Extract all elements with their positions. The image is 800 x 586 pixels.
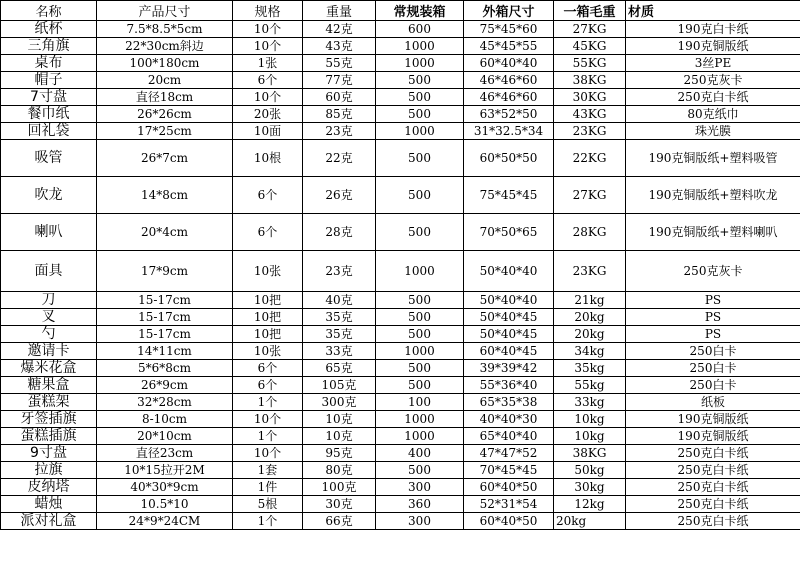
header-packing: 常规装箱 [376, 1, 464, 21]
cell-packing: 500 [376, 72, 464, 89]
cell-size: 直径18cm [97, 89, 233, 106]
cell-material: 250克白卡纸 [626, 89, 800, 106]
cell-spec: 6个 [233, 214, 303, 251]
table-row [1, 326, 800, 343]
cell-name: 吹龙 [1, 177, 97, 214]
cell-packing: 1000 [376, 123, 464, 140]
cell-weight: 300克 [303, 394, 376, 411]
cell-material: 250白卡 [626, 377, 800, 394]
table-body [1, 21, 800, 530]
table-row [1, 38, 800, 55]
table-row [1, 309, 800, 326]
cell-name: 派对礼盒 [1, 513, 97, 530]
cell-weight: 35克 [303, 326, 376, 343]
header-spec: 规格 [233, 1, 303, 21]
cell-name: 面具 [1, 251, 97, 292]
cell-carton-size: 75*45*60 [464, 21, 554, 38]
table-row [1, 106, 800, 123]
table-row [1, 462, 800, 479]
cell-weight: 43克 [303, 38, 376, 55]
cell-gross-weight: 33kg [554, 394, 626, 411]
cell-material: 80克纸巾 [626, 106, 800, 123]
cell-size: 100*180cm [97, 55, 233, 72]
cell-packing: 500 [376, 360, 464, 377]
cell-material: 190克铜版纸 [626, 428, 800, 445]
cell-packing: 500 [376, 89, 464, 106]
table-header [1, 1, 800, 21]
table-row [1, 21, 800, 38]
cell-material: PS [626, 292, 800, 309]
table-row [1, 343, 800, 360]
cell-weight: 105克 [303, 377, 376, 394]
header-gross-weight: 一箱毛重 [554, 1, 626, 21]
cell-spec: 1张 [233, 55, 303, 72]
cell-weight: 40克 [303, 292, 376, 309]
cell-material: 珠光膜 [626, 123, 800, 140]
cell-weight: 33克 [303, 343, 376, 360]
cell-spec: 1个 [233, 513, 303, 530]
cell-size: 32*28cm [97, 394, 233, 411]
cell-material: 190克铜版纸+塑料吸管 [626, 140, 800, 177]
cell-gross-weight: 27KG [554, 177, 626, 214]
cell-material: 190克铜版纸+塑料吹龙 [626, 177, 800, 214]
cell-carton-size: 50*40*40 [464, 292, 554, 309]
cell-carton-size: 55*36*40 [464, 377, 554, 394]
cell-carton-size: 60*50*50 [464, 140, 554, 177]
table-row [1, 513, 800, 530]
header-weight: 重量 [303, 1, 376, 21]
cell-spec: 1套 [233, 462, 303, 479]
table-row [1, 214, 800, 251]
table-row [1, 411, 800, 428]
cell-gross-weight: 27KG [554, 21, 626, 38]
cell-material: 250克白卡纸 [626, 479, 800, 496]
cell-name: 吸管 [1, 140, 97, 177]
cell-name: 刀 [1, 292, 97, 309]
cell-carton-size: 50*40*45 [464, 309, 554, 326]
cell-carton-size: 46*46*60 [464, 89, 554, 106]
cell-gross-weight: 10kg [554, 411, 626, 428]
cell-spec: 1个 [233, 394, 303, 411]
cell-spec: 1件 [233, 479, 303, 496]
cell-name: 9寸盘 [1, 445, 97, 462]
cell-gross-weight: 55KG [554, 55, 626, 72]
cell-spec: 20张 [233, 106, 303, 123]
cell-weight: 60克 [303, 89, 376, 106]
cell-packing: 300 [376, 513, 464, 530]
cell-size: 17*25cm [97, 123, 233, 140]
cell-gross-weight: 45KG [554, 38, 626, 55]
cell-weight: 55克 [303, 55, 376, 72]
header-row [1, 1, 800, 21]
cell-spec: 10个 [233, 411, 303, 428]
cell-spec: 6个 [233, 72, 303, 89]
cell-weight: 35克 [303, 309, 376, 326]
cell-packing: 600 [376, 21, 464, 38]
cell-name: 7寸盘 [1, 89, 97, 106]
cell-material: 250克白卡纸 [626, 445, 800, 462]
cell-carton-size: 46*46*60 [464, 72, 554, 89]
table-row [1, 394, 800, 411]
table-row [1, 479, 800, 496]
cell-gross-weight: 38KG [554, 72, 626, 89]
cell-gross-weight: 20kg [554, 326, 626, 343]
cell-size: 7.5*8.5*5cm [97, 21, 233, 38]
cell-material: 190克铜版纸+塑料喇叭 [626, 214, 800, 251]
cell-weight: 42克 [303, 21, 376, 38]
cell-carton-size: 60*40*40 [464, 55, 554, 72]
cell-spec: 6个 [233, 177, 303, 214]
cell-size: 14*8cm [97, 177, 233, 214]
cell-size: 5*6*8cm [97, 360, 233, 377]
cell-packing: 400 [376, 445, 464, 462]
table-row [1, 72, 800, 89]
cell-weight: 100克 [303, 479, 376, 496]
cell-size: 15-17cm [97, 326, 233, 343]
cell-name: 帽子 [1, 72, 97, 89]
cell-gross-weight: 23KG [554, 251, 626, 292]
cell-gross-weight: 38KG [554, 445, 626, 462]
cell-name: 勺 [1, 326, 97, 343]
cell-packing: 300 [376, 479, 464, 496]
cell-packing: 500 [376, 462, 464, 479]
cell-gross-weight: 10kg [554, 428, 626, 445]
cell-gross-weight: 30KG [554, 89, 626, 106]
cell-name: 糖果盒 [1, 377, 97, 394]
cell-packing: 1000 [376, 55, 464, 72]
cell-weight: 10克 [303, 411, 376, 428]
cell-weight: 23克 [303, 251, 376, 292]
cell-spec: 5根 [233, 496, 303, 513]
table-row [1, 177, 800, 214]
cell-size: 直径23cm [97, 445, 233, 462]
table-row [1, 292, 800, 309]
cell-weight: 23克 [303, 123, 376, 140]
cell-spec: 10个 [233, 38, 303, 55]
cell-size: 8-10cm [97, 411, 233, 428]
cell-carton-size: 31*32.5*34 [464, 123, 554, 140]
cell-carton-size: 60*40*50 [464, 479, 554, 496]
cell-name: 喇叭 [1, 214, 97, 251]
cell-gross-weight: 34kg [554, 343, 626, 360]
cell-carton-size: 60*40*50 [464, 513, 554, 530]
cell-spec: 10把 [233, 309, 303, 326]
table-row [1, 377, 800, 394]
cell-spec: 10把 [233, 292, 303, 309]
cell-weight: 22克 [303, 140, 376, 177]
cell-weight: 65克 [303, 360, 376, 377]
cell-size: 14*11cm [97, 343, 233, 360]
cell-spec: 10张 [233, 343, 303, 360]
cell-packing: 500 [376, 140, 464, 177]
cell-packing: 500 [376, 177, 464, 214]
cell-packing: 1000 [376, 411, 464, 428]
cell-carton-size: 70*45*45 [464, 462, 554, 479]
cell-spec: 6个 [233, 360, 303, 377]
cell-carton-size: 52*31*54 [464, 496, 554, 513]
cell-name: 邀请卡 [1, 343, 97, 360]
cell-size: 24*9*24CM [97, 513, 233, 530]
cell-size: 10*15拉开2M [97, 462, 233, 479]
table-row [1, 123, 800, 140]
cell-carton-size: 60*40*45 [464, 343, 554, 360]
cell-material: 190克白卡纸 [626, 21, 800, 38]
cell-material: PS [626, 326, 800, 343]
table-row [1, 89, 800, 106]
header-material: 材质 [626, 1, 800, 21]
cell-gross-weight: 12kg [554, 496, 626, 513]
cell-packing: 1000 [376, 428, 464, 445]
cell-spec: 10面 [233, 123, 303, 140]
cell-name: 三角旗 [1, 38, 97, 55]
cell-gross-weight: 20kg [554, 309, 626, 326]
cell-name: 餐巾纸 [1, 106, 97, 123]
cell-material: 190克铜版纸 [626, 411, 800, 428]
cell-carton-size: 65*35*38 [464, 394, 554, 411]
cell-carton-size: 45*45*55 [464, 38, 554, 55]
cell-material: 190克铜版纸 [626, 38, 800, 55]
table-row [1, 428, 800, 445]
cell-name: 蛋糕架 [1, 394, 97, 411]
cell-material: 250克白卡纸 [626, 462, 800, 479]
cell-name: 蜡烛 [1, 496, 97, 513]
cell-packing: 1000 [376, 38, 464, 55]
cell-spec: 10个 [233, 445, 303, 462]
table-row [1, 360, 800, 377]
cell-material: 250白卡 [626, 343, 800, 360]
cell-weight: 77克 [303, 72, 376, 89]
cell-material: 纸板 [626, 394, 800, 411]
table-row [1, 251, 800, 292]
cell-packing: 500 [376, 309, 464, 326]
table-row [1, 445, 800, 462]
cell-size: 40*30*9cm [97, 479, 233, 496]
cell-name: 蛋糕插旗 [1, 428, 97, 445]
cell-packing: 500 [376, 377, 464, 394]
cell-size: 15-17cm [97, 292, 233, 309]
cell-spec: 10个 [233, 89, 303, 106]
cell-material: 250克白卡纸 [626, 513, 800, 530]
cell-gross-weight: 43KG [554, 106, 626, 123]
cell-size: 26*9cm [97, 377, 233, 394]
cell-size: 22*30cm斜边 [97, 38, 233, 55]
cell-material: 250白卡 [626, 360, 800, 377]
cell-gross-weight: 30kg [554, 479, 626, 496]
cell-gross-weight: 21kg [554, 292, 626, 309]
header-name: 名称 [1, 1, 97, 21]
cell-name: 桌布 [1, 55, 97, 72]
cell-size: 17*9cm [97, 251, 233, 292]
cell-carton-size: 75*45*45 [464, 177, 554, 214]
cell-name: 叉 [1, 309, 97, 326]
table-row [1, 496, 800, 513]
cell-weight: 80克 [303, 462, 376, 479]
cell-spec: 1个 [233, 428, 303, 445]
cell-material: 250克灰卡 [626, 251, 800, 292]
cell-name: 纸杯 [1, 21, 97, 38]
cell-name: 牙签插旗 [1, 411, 97, 428]
cell-packing: 1000 [376, 343, 464, 360]
cell-size: 20*4cm [97, 214, 233, 251]
cell-name: 爆米花盒 [1, 360, 97, 377]
cell-spec: 10个 [233, 21, 303, 38]
cell-packing: 500 [376, 106, 464, 123]
cell-gross-weight: 35kg [554, 360, 626, 377]
cell-name: 皮纳塔 [1, 479, 97, 496]
cell-carton-size: 65*40*40 [464, 428, 554, 445]
cell-material: 250克灰卡 [626, 72, 800, 89]
cell-gross-weight: 55kg [554, 377, 626, 394]
cell-gross-weight: 28KG [554, 214, 626, 251]
header-size: 产品尺寸 [97, 1, 233, 21]
cell-weight: 28克 [303, 214, 376, 251]
cell-weight: 66克 [303, 513, 376, 530]
cell-size: 26*26cm [97, 106, 233, 123]
cell-weight: 85克 [303, 106, 376, 123]
cell-weight: 10克 [303, 428, 376, 445]
cell-size: 15-17cm [97, 309, 233, 326]
cell-size: 26*7cm [97, 140, 233, 177]
cell-carton-size: 63*52*50 [464, 106, 554, 123]
cell-gross-weight: 50kg [554, 462, 626, 479]
cell-gross-weight: 20kg [554, 513, 626, 530]
cell-carton-size: 47*47*52 [464, 445, 554, 462]
cell-weight: 30克 [303, 496, 376, 513]
cell-gross-weight: 22KG [554, 140, 626, 177]
cell-material: 250克白卡纸 [626, 496, 800, 513]
cell-size: 20cm [97, 72, 233, 89]
cell-spec: 6个 [233, 377, 303, 394]
cell-packing: 360 [376, 496, 464, 513]
cell-weight: 26克 [303, 177, 376, 214]
table-row [1, 140, 800, 177]
cell-name: 回礼袋 [1, 123, 97, 140]
cell-material: PS [626, 309, 800, 326]
cell-carton-size: 50*40*45 [464, 326, 554, 343]
cell-packing: 500 [376, 292, 464, 309]
cell-carton-size: 39*39*42 [464, 360, 554, 377]
cell-spec: 10张 [233, 251, 303, 292]
cell-size: 20*10cm [97, 428, 233, 445]
cell-gross-weight: 23KG [554, 123, 626, 140]
cell-packing: 500 [376, 214, 464, 251]
cell-spec: 10根 [233, 140, 303, 177]
cell-carton-size: 50*40*40 [464, 251, 554, 292]
cell-carton-size: 40*40*30 [464, 411, 554, 428]
header-carton-size: 外箱尺寸 [464, 1, 554, 21]
cell-packing: 500 [376, 326, 464, 343]
cell-carton-size: 70*50*65 [464, 214, 554, 251]
cell-name: 拉旗 [1, 462, 97, 479]
cell-packing: 1000 [376, 251, 464, 292]
cell-material: 3丝PE [626, 55, 800, 72]
cell-size: 10.5*10 [97, 496, 233, 513]
cell-spec: 10把 [233, 326, 303, 343]
cell-weight: 95克 [303, 445, 376, 462]
cell-packing: 100 [376, 394, 464, 411]
table-row [1, 55, 800, 72]
